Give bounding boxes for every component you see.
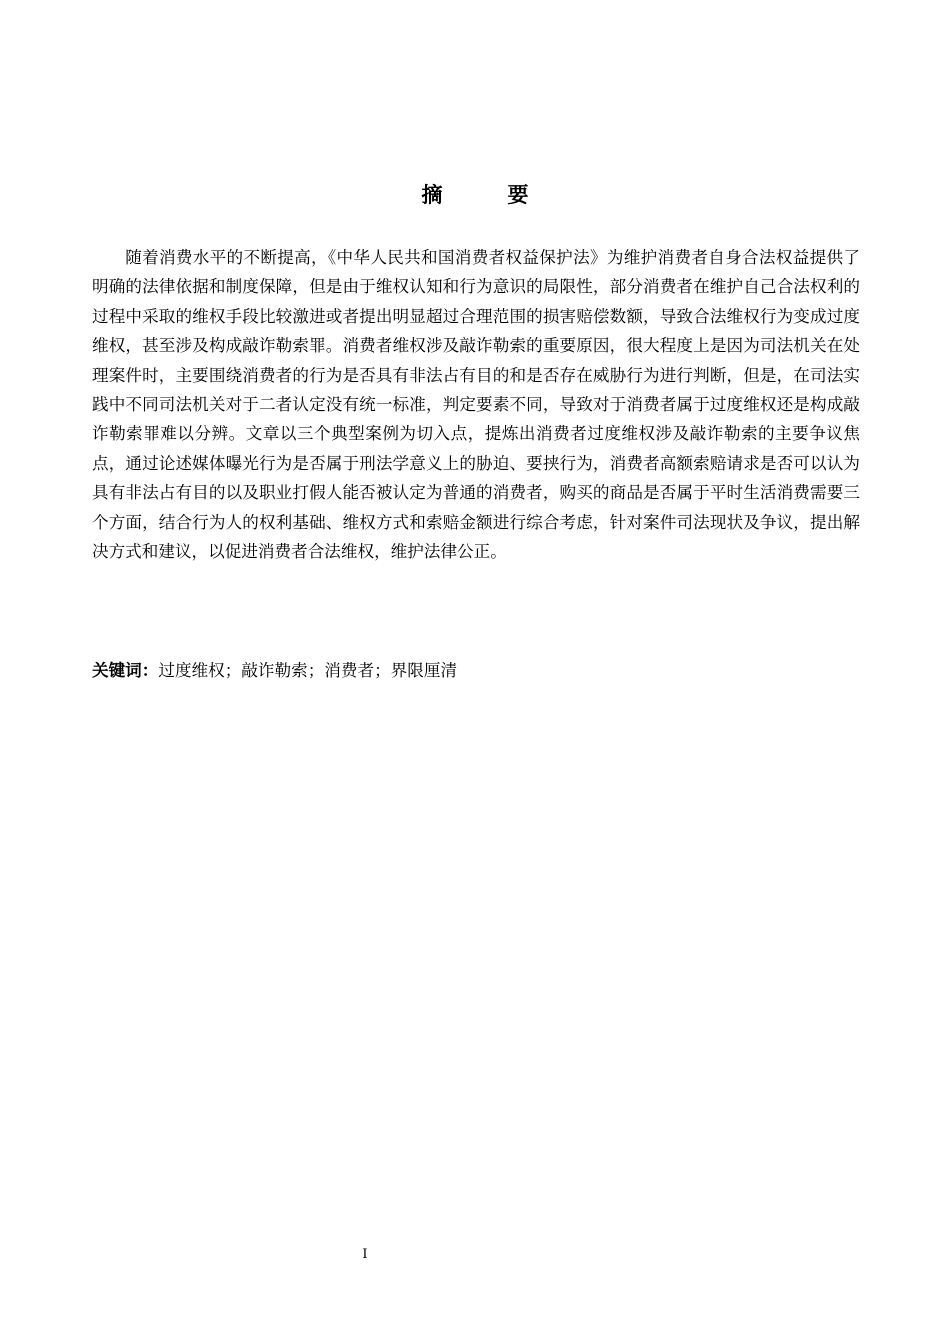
abstract-paragraph: 随着消费水平的不断提高，《中华人民共和国消费者权益保护法》为维护消费者自身合法权益提供了明确的法律依据和制度保障，但是由于维权认知和行为意识的局限性，部分消费者在维护自己合法权利的过程中采取的维权手段比较激进或者提出明显超过合理范围的损害赔偿数额，导致合法维权行为变成过度维权，甚至涉及构成敲诈勒索罪。消费者维权涉及敲诈勒索的重要原因，很大程度上是因为司法机关在处理案件时，主要围绕消费者的行为是否具有非法占有目的和是否存在威胁行为进行判断，但是，在司法实践中不同司法机关对于二者认定没有统一标准，判定要素不同，导致对于消费者属于过度维权还是构成敲诈勒索罪难以分辨。文章以三个典型案例为切入点，提炼出消费者过度维权涉及敲诈勒索的主要争议焦点，通过论述媒体曝光行为是否属于刑法学意义上的胁迫、要挟行为，消费者高额索赔请求是否可以认为具有非法占有目的以及职业打假人能否被认定为普通的消费者，购买的商品是否属于平时生活消费需要三个方面，结合行为人的权利基础、维权方式和索赔金额进行综合考虑，针对案件司法现状及争议，提出解决方式和建议，以促进消费者合法维权，维护法律公正。 — [92, 248, 860, 562]
keywords-line — [92, 656, 860, 685]
page-number: I — [362, 1247, 368, 1262]
page-title: 摘 要 — [421, 183, 551, 207]
keywords-text: 过度维权；敲诈勒索；消费者；界限厘清 — [158, 661, 458, 680]
keywords-label: 关键词： — [92, 661, 159, 680]
